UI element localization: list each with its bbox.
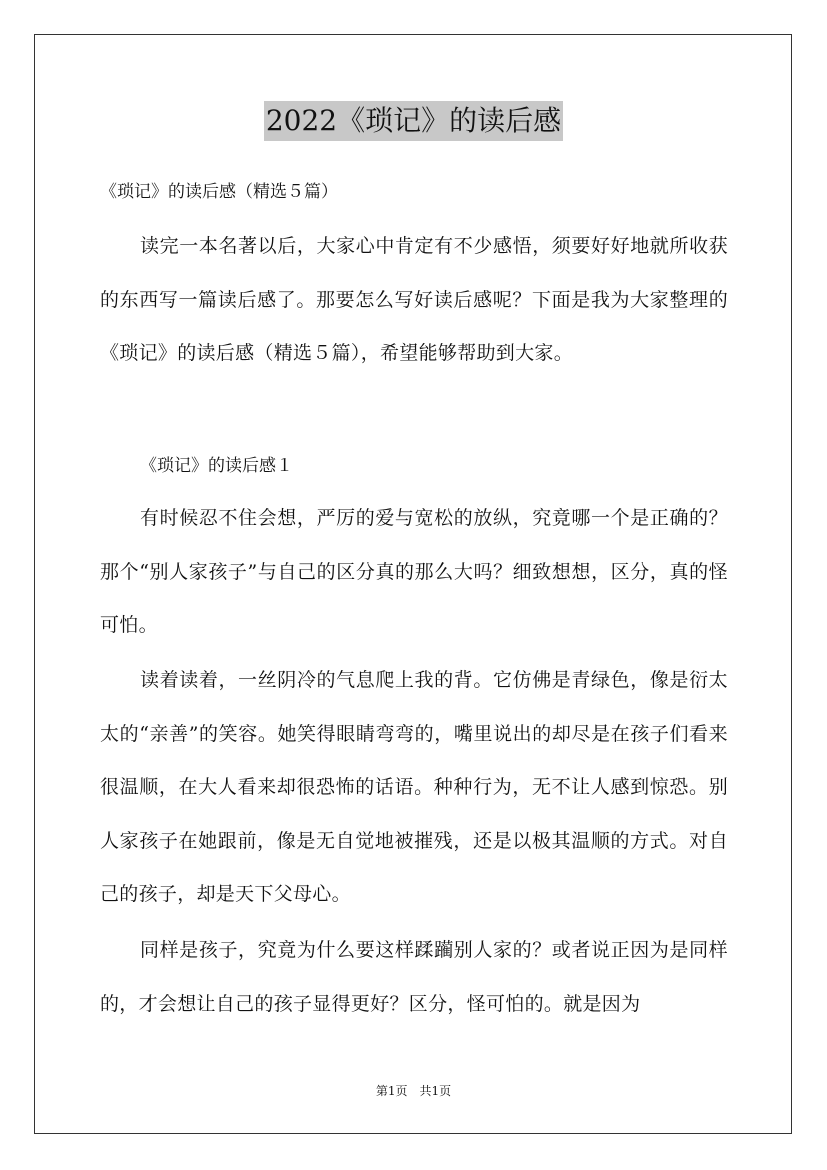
document-subtitle: 《琐记》的读后感（精选５篇）	[100, 182, 338, 202]
page-footer: 第1页 共1页	[375, 1084, 452, 1098]
section-title: 《琐记》的读后感１	[140, 456, 293, 476]
body-paragraph-2: 读着读着，一丝阴冷的气息爬上我的背。它仿佛是青绿色，像是衍太太的“亲善”的笑容。她笑得眼睛弯弯的，嘴里说出的却尽是在孩子们看来很温顺，在大人看来却很恐怖的话语。种种行为，无不让人感到惊恐。别人家孩子在她跟前，像是无自觉地被摧残，还是以极其温顺的方式。对自己的孩子，却是天下父母心。	[100, 669, 728, 905]
intro-paragraph: 读完一本名著以后，大家心中肯定有不少感悟，须要好好地就所收获的东西写一篇读后感了。那要怎么写好读后感呢？下面是我为大家整理的《琐记》的读后感（精选５篇），希望能够帮助到大家。	[100, 235, 728, 364]
document-title: 2022《琐记》的读后感	[264, 101, 563, 141]
body-paragraph-3: 同样是孩子，究竟为什么要这样蹂躏别人家的？或者说正因为是同样的，才会想让自己的孩子显得更好？区分，怪可怕的。就是因为	[100, 939, 728, 1015]
document-title-wrapper	[0, 100, 827, 141]
body-paragraph-1: 有时候忍不住会想，严厉的爱与宽松的放纵，究竟哪一个是正确的？那个“别人家孩子”与自己的区分真的那么大吗？细致想想，区分，真的怪可怕。	[100, 507, 728, 636]
